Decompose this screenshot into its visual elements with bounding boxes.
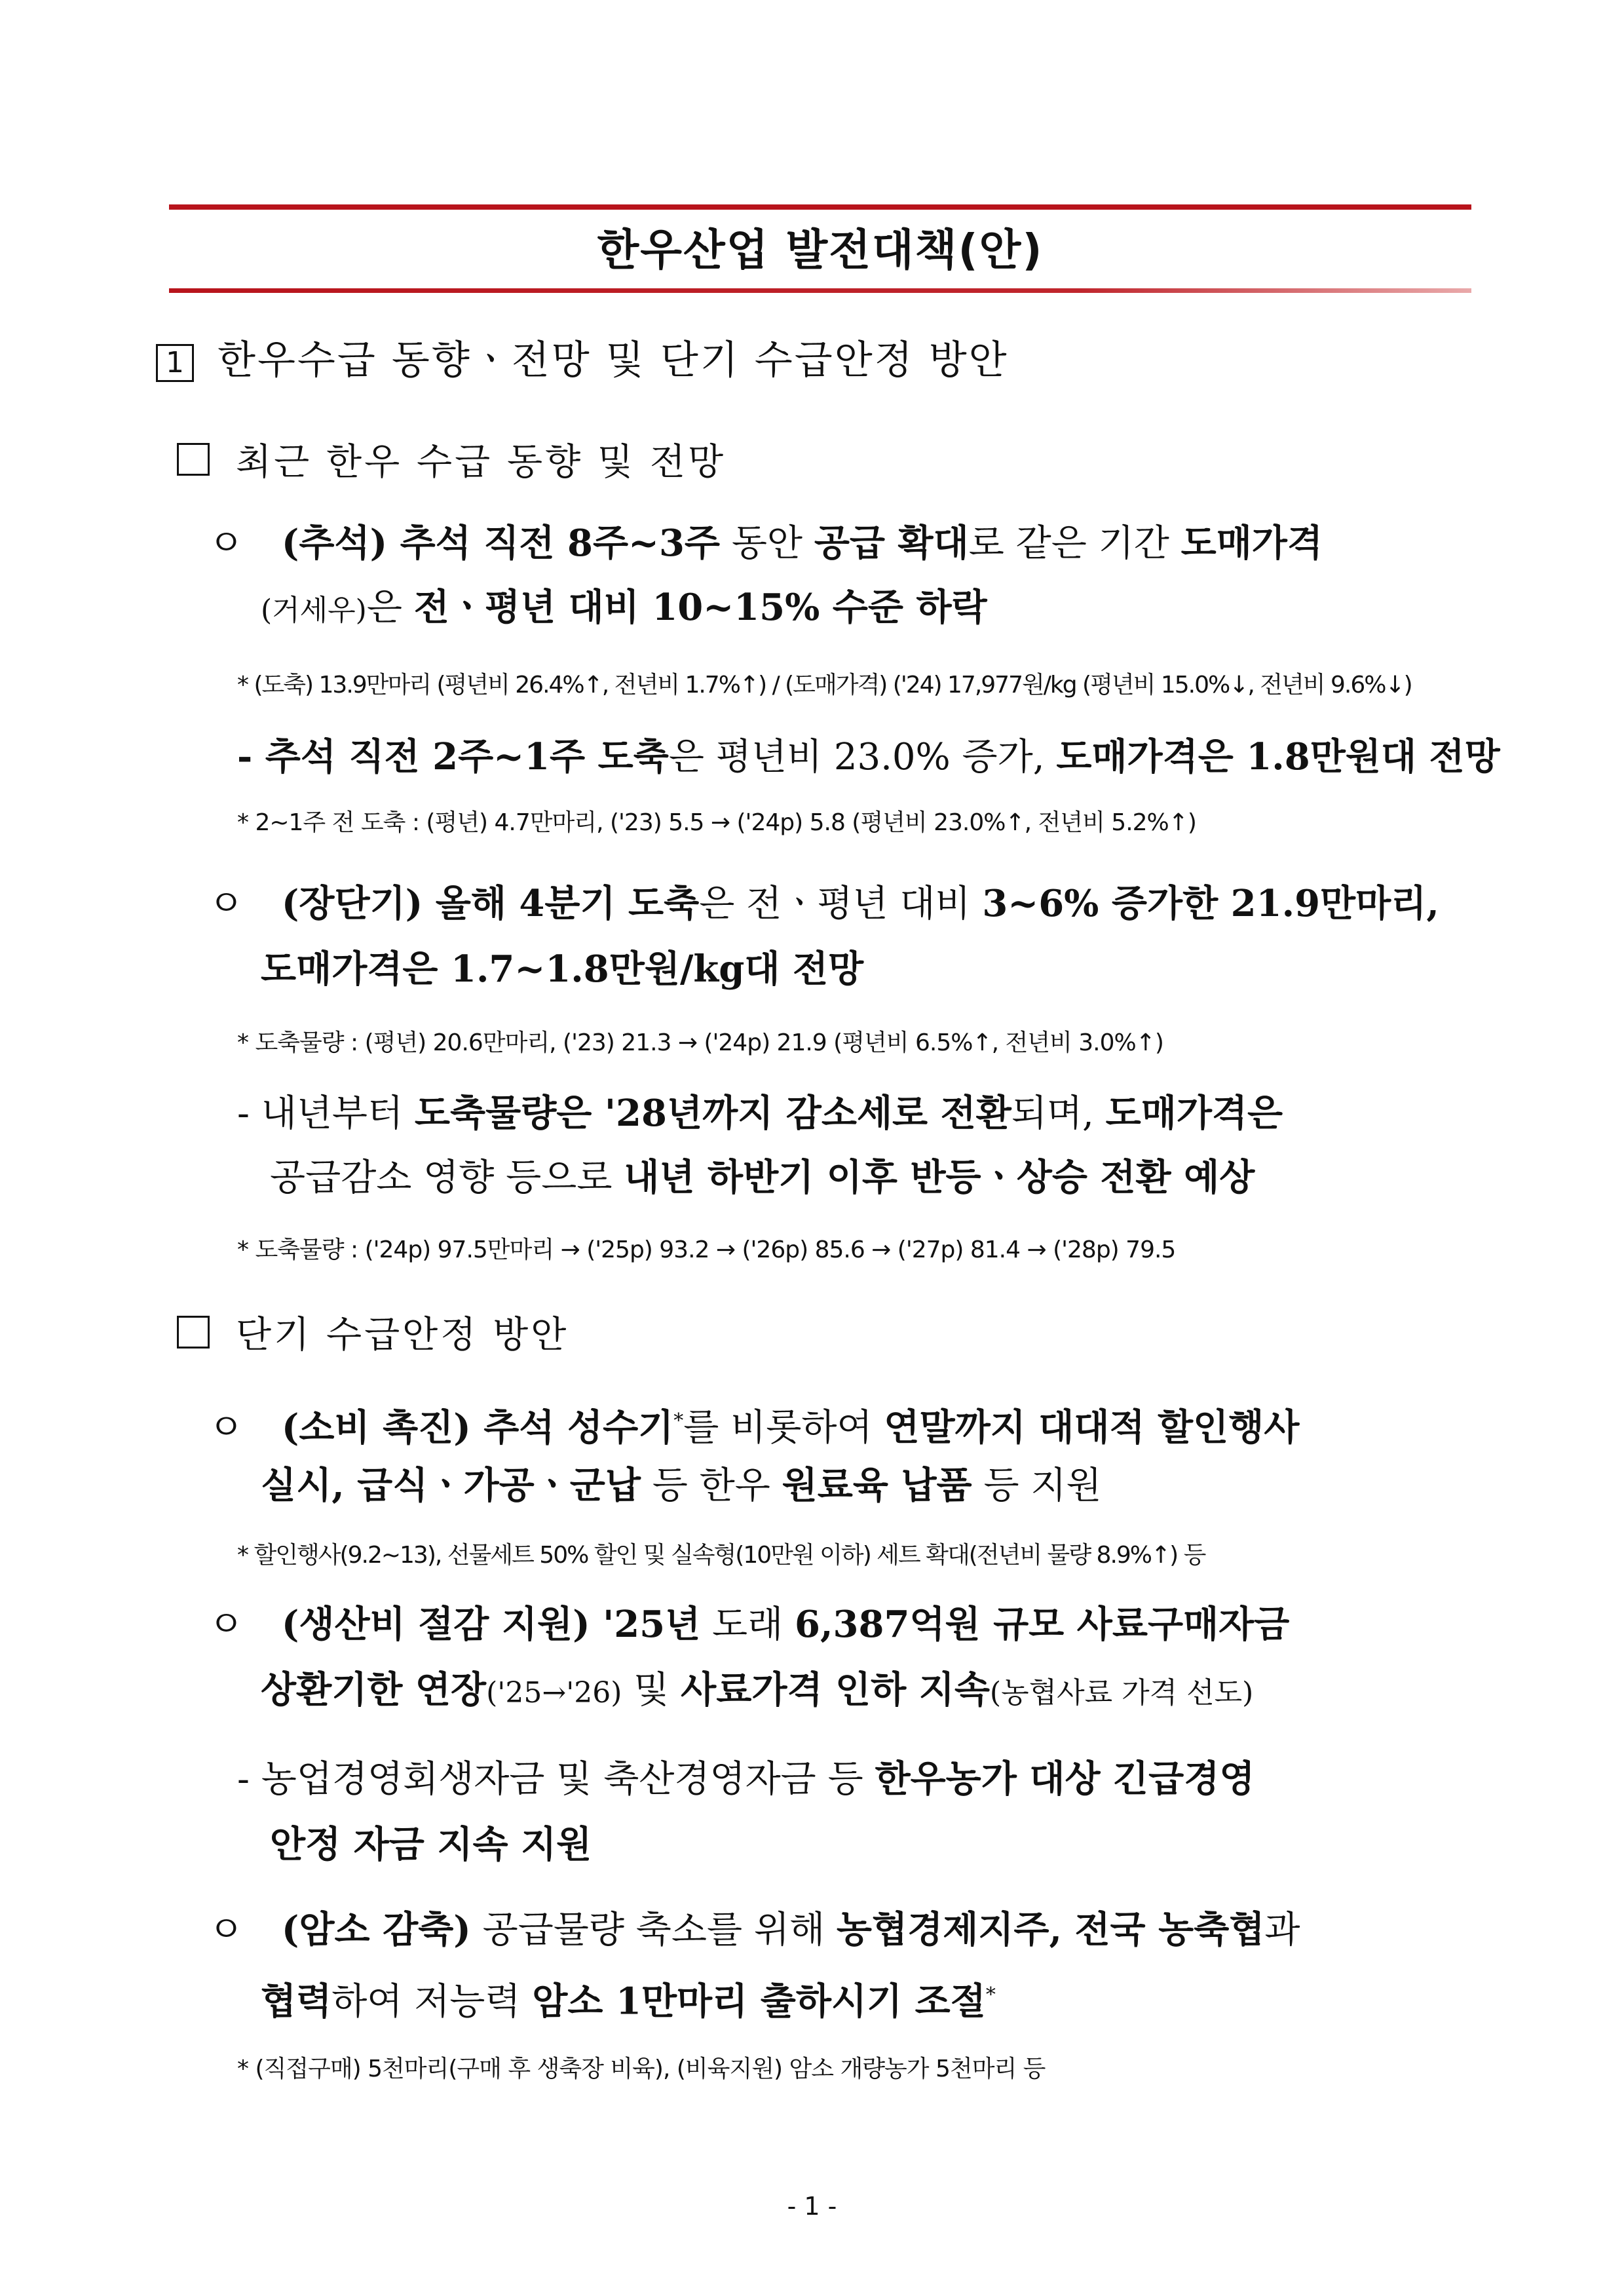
circle-bullet-icon: ㅇ [208,883,244,925]
bullet-cow-reduction: ㅇ (암소 감축) 공급물량 축소를 위해 농협경제지주, 전국 농축협과 [208,1908,1300,1951]
dash-next-year: - 내년부터 도축물량은 '28년까지 감소세로 전환되며, 도매가격은 [237,1092,1283,1135]
bullet-long-short: ㅇ (장단기) 올해 4분기 도축은 전ㆍ평년 대비 3~6% 증가한 21.9만마리, [208,882,1439,925]
section-number-box: 1 [156,344,194,382]
page-number: - 1 - [787,2192,837,2221]
bullet-consumption: ㅇ (소비 촉진) 추석 성수기*를 비롯하여 연말까지 대대적 할인행사 [208,1406,1300,1449]
note-two-week-slaughter: * 2~1주 전 도축 : (평년) 4.7만마리, ('23) 5.5 → ('24p) 5.8 (평년비 23.0%↑, 전년비 5.2%↑) [237,809,1196,836]
bullet-chuseok-cont: (거세우)은 전ㆍ평년 대비 10~15% 수준 하락 [261,586,987,629]
section-heading [156,334,1009,387]
note-slaughter-price: * (도축) 13.9만마리 (평년비 26.4%↑, 전년비 1.7%↑) / (도매가격) ('24) 17,977원/kg (평년비 15.0%↓, 전년비 9.6%↓) [237,672,1412,698]
bullet-consumption-cont: 실시, 급식ㆍ가공ㆍ군납 등 한우 원료육 납품 등 지원 [261,1464,1102,1507]
dash-next-year-cont: 공급감소 영향 등으로 내년 하반기 이후 반등ㆍ상승 전환 예상 [270,1156,1255,1199]
dash-emergency-fund: - 농업경영회생자금 및 축산경영자금 등 한우농가 대상 긴급경영 [237,1757,1255,1801]
subsection-heading-measures [177,1311,569,1360]
bullet-cost-support: ㅇ (생산비 절감 지원) '25년 도래 6,387억원 규모 사료구매자금 [208,1603,1290,1646]
circle-bullet-icon: ㅇ [208,1909,244,1951]
dash-chuseok-outlook: - 추석 직전 2주~1주 도축은 평년비 23.0% 증가, 도매가격은 1.8만원대 전망 [237,735,1500,778]
bullet-long-short-cont: 도매가격은 1.7~1.8만원/kg대 전망 [261,947,864,991]
circle-bullet-icon: ㅇ [208,1406,244,1449]
subsection-heading-trend [177,438,726,488]
note-discount-events: * 할인행사(9.2~13), 선물세트 50% 할인 및 실속형(10만원 이하) 세트 확대(전년비 물량 8.9%↑) 등 [237,1542,1205,1569]
note-direct-purchase: * (직접구매) 5천마리(구매 후 생축장 비육), (비육지원) 암소 개량농가 5천마리 등 [237,2056,1046,2082]
bullet-cost-support-cont: 상환기한 연장('25→'26) 및 사료가격 인하 지속(농협사료 가격 선도) [261,1668,1254,1712]
bullet-chuseok: ㅇ (추석) 추석 직전 8주~3주 동안 공급 확대로 같은 기간 도매가격 [208,522,1323,565]
dash-emergency-fund-cont: 안정 자금 지속 지원 [270,1823,592,1866]
note-slaughter-volume-forecast: * 도축물량 : ('24p) 97.5만마리 → ('25p) 93.2 → ('26p) 85.6 → ('27p) 81.4 → ('28p) 79.5 [237,1236,1176,1263]
note-slaughter-volume-q4: * 도축물량 : (평년) 20.6만마리, ('23) 21.3 → ('24p) 21.9 (평년비 6.5%↑, 전년비 3.0%↑) [237,1029,1163,1056]
section-title: 한우수급 동향ㆍ전망 및 단기 수급안정 방안 [217,337,1009,383]
page-title: 한우산업 발전대책(안) [597,225,1044,275]
subsection-title: 단기 수급안정 방안 [236,1314,569,1356]
checkbox-square-icon [177,1316,210,1349]
circle-bullet-icon: ㅇ [208,522,244,565]
title-top-rule [169,204,1471,210]
checkbox-square-icon [177,443,210,476]
subsection-title: 최근 한우 수급 동향 및 전망 [236,441,727,484]
bullet-cow-reduction-cont: 협력하여 저능력 암소 1만마리 출하시기 조절* [261,1980,996,2023]
title-bottom-rule [169,288,1471,293]
circle-bullet-icon: ㅇ [208,1603,244,1646]
